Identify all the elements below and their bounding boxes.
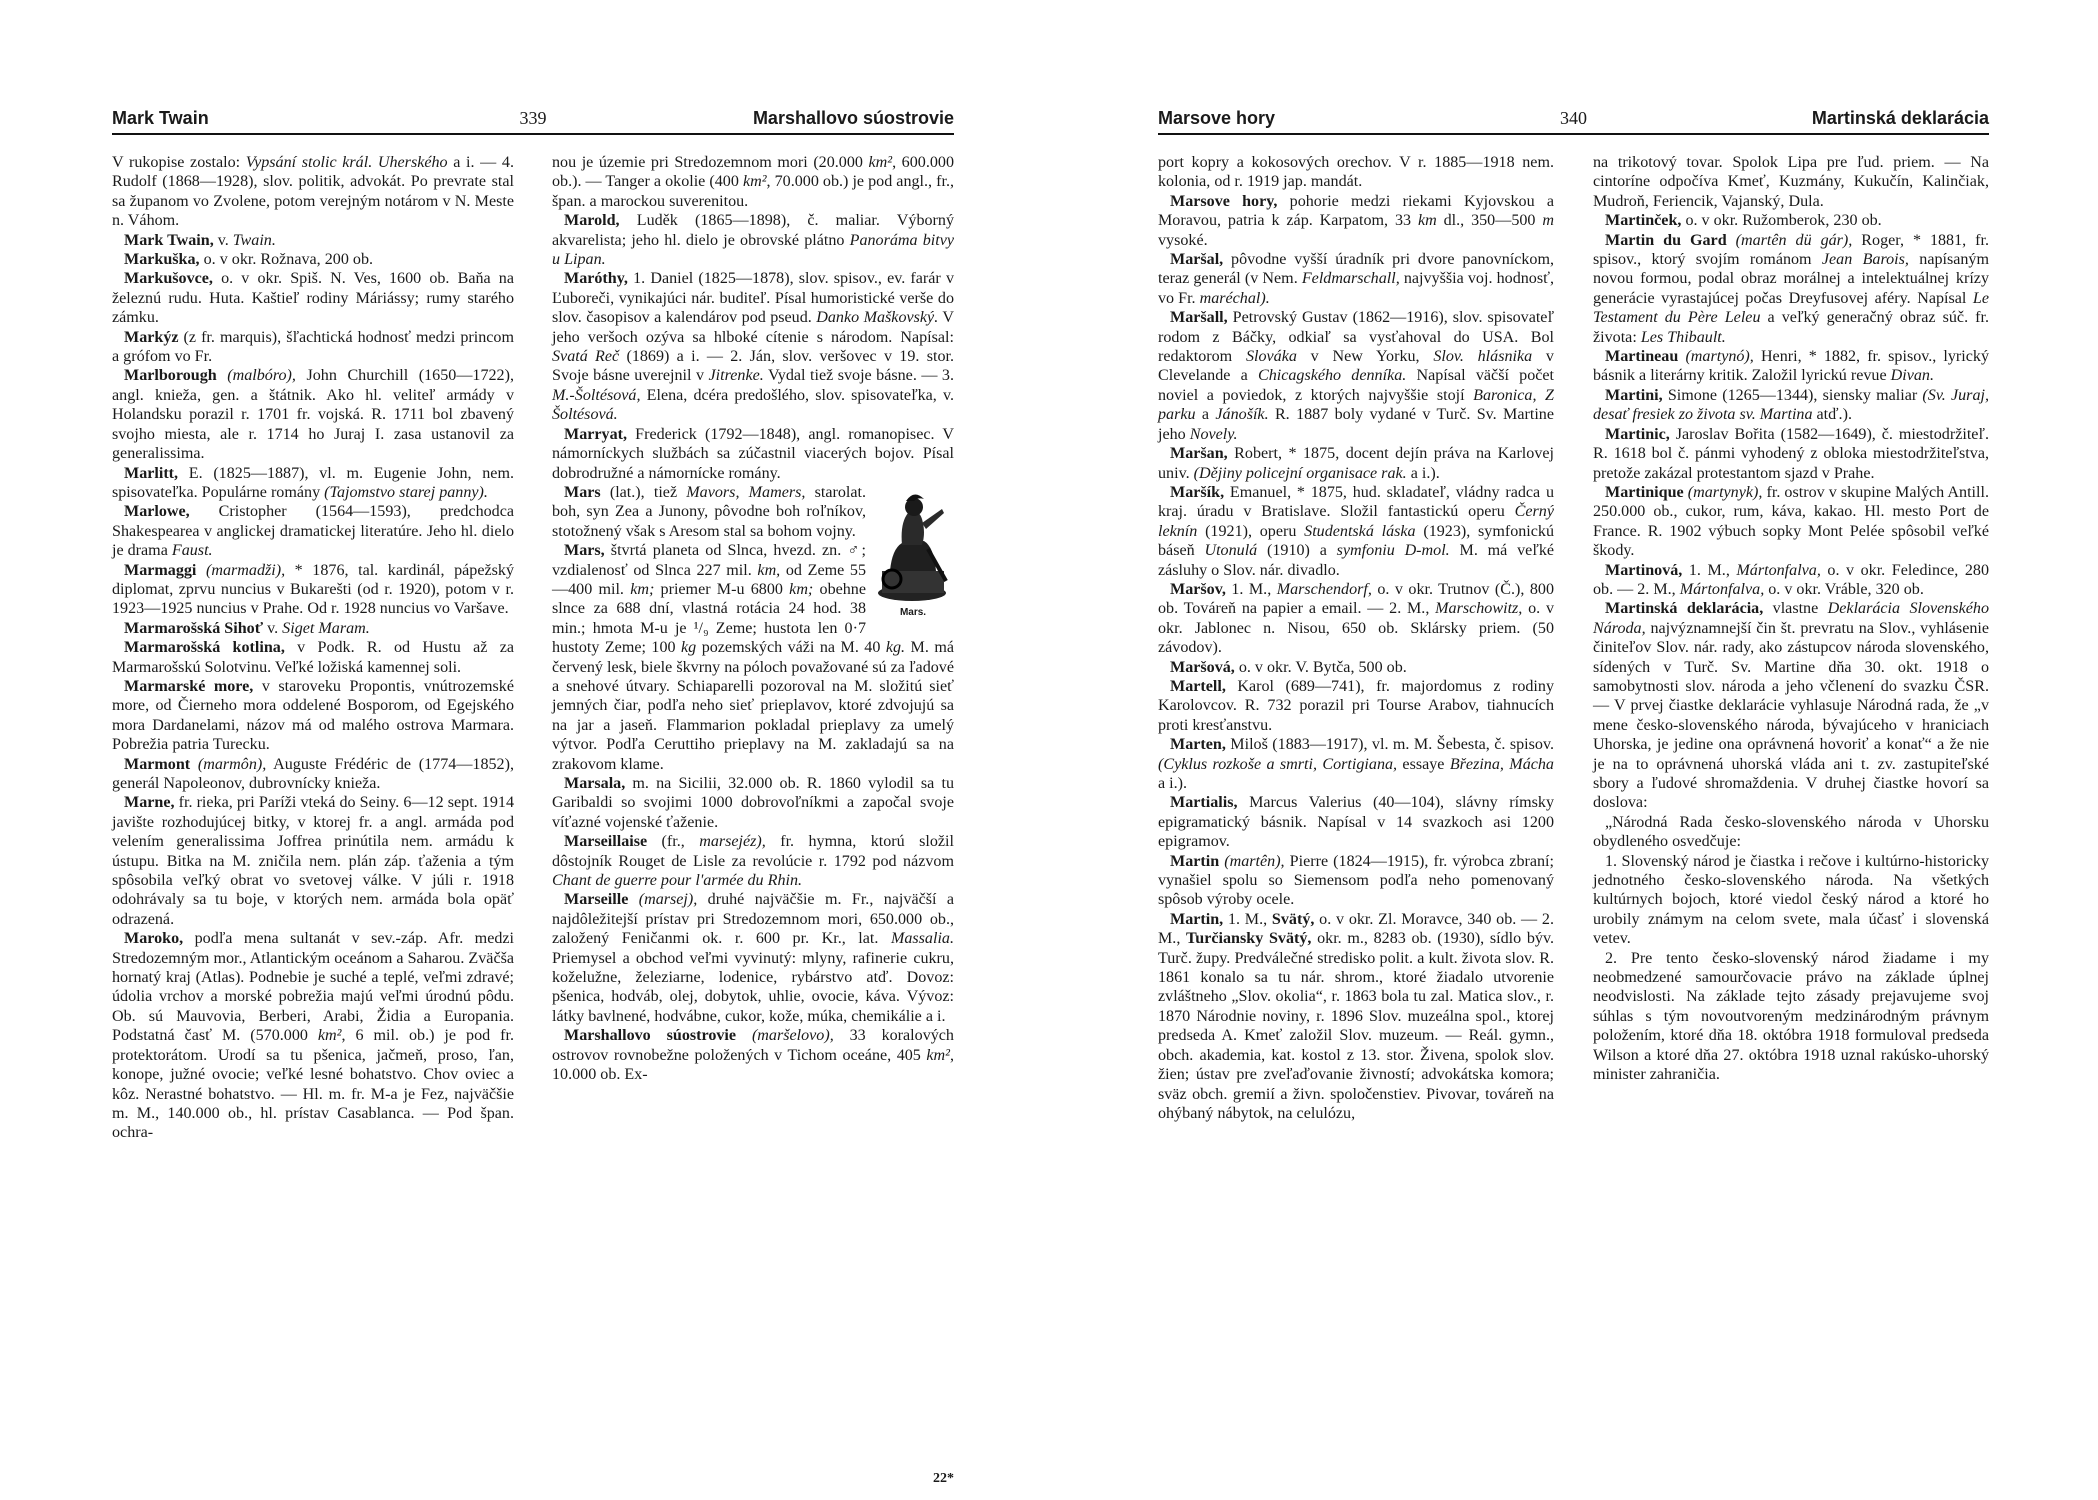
dictionary-entry: Maróthy, 1. Daniel (1825—1878), slov. spisov., ev. farár v Ľuboreči, vynikajúci nár. buditeľ. Písal humoristické verše do slov. časopisov a kalendárov pod pseud. Danko Maškovský. V jeho veršoch ozýva sa hlboké cítenie s národom. Napísal: Svatá Reč (1869) a i. — 2. Ján, slov. veršovec v 19. stor. Svoje básne uverejnil v Jitrenke. Vydal tiež svoje básne. — 3. M.-Šoltésová, Elena, dcéra predošlého, slov. spisovateľka, v. Šoltésová.	[552, 270, 954, 424]
dictionary-entry: Martinská deklarácia, vlastne Deklarácia Slovenského Národa, najvýznamnejší čin št. prevratu na Slov., vyhlásenie činiteľov Slov. nár. rady, ako zástupcov národa slovenského, sídených v Turč. Sv. Martine dňa 30. okt. 1918 o samobytnosti slov. národa a jeho včlenení do svazku ČSR. — V prvej čiastke deklarácie vyhlasuje Národná rada, že „v mene česko-slovenského národa, bývajúceho v hraniciach Uhorska, je jedine ona oprávnená hovoriť a konať“ a že nie je na to oprávnená uhorská vláda ani t. zv. zastupiteľské sbory a ľudové shromaždenia. V druhej čiastke hovorí sa doslova:	[1593, 600, 1989, 812]
right-running-header	[1158, 107, 1989, 135]
dictionary-entry: 1. Slovenský národ je čiastka i rečove i kultúrno-historicky jednotného česko-slovenského národa. Na všetkých kultúrnych bojoch, ktoré viedol český národ a ktoré ho urobily známym na celom svete, mala účasť i slovenská vetev.	[1593, 852, 1989, 948]
dictionary-entry: Marlitt, E. (1825—1887), vl. m. Eugenie John, nem. spisovateľka. Populárne romány (Tajomstvo starej panny).	[112, 464, 514, 501]
dictionary-entry: Marsala, m. na Sicilii, 32.000 ob. R. 1860 vylodil sa tu Garibaldi so svojimi 1000 dobrovoľníkmi a započal svoje víťazné vojenské ťaženie.	[552, 775, 954, 831]
right-page-number: 340	[1560, 108, 1587, 128]
dictionary-entry: Martinček, o. v okr. Ružomberok, 230 ob.	[1605, 212, 1882, 230]
dictionary-entry: Marmarské more, v staroveku Propontis, vnútrozemské more, od Čierneho mora oddelené Bosporom, od Egejského mora Dardanelami, názov má od malého ostrova Marmara. Pobrežia patria Turecku.	[112, 677, 514, 754]
dictionary-entry: Martinique (martynyk), fr. ostrov v skupine Malých Antill. 250.000 ob., cukor, rum, káva, kakao. Hl. mesto Port de France. R. 1902 výbuch sopky Mont Pelée spôsobil veľké škody.	[1593, 483, 1989, 560]
dictionary-entry: „Národná Rada česko-slovenského národa v Uhorsku obydleného osvedčuje:	[1593, 813, 1989, 851]
dictionary-entry: Martin, 1. M., Svätý, o. v okr. Zl. Moravce, 340 ob. — 2. M., Turčiansky Svätý, okr. m., 8283 ob. (1930), sídlo býv. Turč. župy. Predválečné stredisko polit. a kult. života slov. R. 1861 konalo sa tu nár. shrom., ktoré žiadalo utvorenie zvláštneho „Slov. okolia“, r. 1863 bola tu zal. Matica slov., r. 1870 Národnie noviny, r. 1896 Slov. muzeálna spol., ktorej predseda A. Kmeť založil Slov. muzeum. — Reál. gymn., obch. akademia, kat. kostol z 13. stor. Živena, spolok slov. žien; ústav pre zveľaďovanie živností; advokátska komora; sväz obch. gremií a živn. spoločenstiev. Pivovar, továreň na ohýbaný nábytok, na celulózu,	[1158, 910, 1554, 1122]
dictionary-entry: Marsove hory, pohorie medzi riekami Kyjovskou a Moravou, patria k záp. Karpatom, 33 km dl., 350—500 m vysoké.	[1158, 192, 1554, 249]
dictionary-entry: Maršall, Petrovský Gustav (1862—1916), slov. spisovateľ rodom z Báčky, odkiaľ sa vysťahoval do USA. Bol redaktorom Slováka v New Yorku, Slov. hlásnika v Clevelande a Chicagského denníka. Napísal väčší počet noviel a poviedok, z ktorých najvyššie stojí Baronica, Z parku a Jánošík. R. 1887 boly vydané v Turč. Sv. Martine jeho Novely.	[1158, 309, 1554, 443]
left-header-last-entry: Marshallovo súostrovie	[752, 108, 954, 128]
figure-caption: Mars.	[899, 606, 927, 618]
dictionary-entry: Marlowe, Cristopher (1564—1593), predchodca Shakespearea v anglickej dramatickej literatúre. Jeho hl. dielo je drama Faust.	[112, 503, 514, 560]
dictionary-entry: Mark Twain, v. Twain.	[124, 231, 276, 249]
dictionary-entry: Martin du Gard (martên dü gár), Roger, * 1881, fr. spisov., ktorý svojím románom Jean Barois, napísaným novou formou, podal obraz morálnej a intelektuálnej krízy generácie vyrastajúcej počas Dreyfusovej aféry. Napísal Le Testament du Père Leleu a veľký generačný obraz súč. fr. života: Les Thibault.	[1593, 231, 1990, 346]
dictionary-entry: Marshallovo súostrovie (maršelovo), 33 koralových ostrovov rovnobežne položených v Tichom oceáne, 405 km², 10.000 ob. Ex-	[552, 1027, 954, 1084]
right-column-2	[1593, 153, 1989, 1085]
dictionary-entry: Maršík, Emanuel, * 1875, hud. skladateľ, vládny radca u kraj. úradu v Bratislave. Složil fantastickú operu Černý leknín (1921), operu Studentská láska (1923), symfonickú báseň Utonulá (1910) a symfoniu D-mol. M. má veľké zásluhy o Slov. nár. divadlo.	[1158, 483, 1555, 579]
dictionary-entry: Martini, Simone (1265—1344), siensky maliar (Sv. Juraj, desať fresiek zo života sv. Martina atď.).	[1593, 386, 1989, 424]
dictionary-entry: nou je územie pri Stredozemnom mori (20.000 km², 600.000 ob.). — Tanger a okolie (400 km², 70.000 ob.) je pod angl., fr., špan. a marockou suverenitou.	[552, 154, 954, 210]
dictionary-entry: V rukopise zostalo: Vypsání stolic král. Uherského a i. — 4. Rudolf (1868—1928), slov. politik, advokát. Po prevrate stal sa županom vo Zvolene, potom verejným notárom v N. Meste n. Váhom.	[112, 154, 514, 230]
left-page-number: 339	[519, 108, 547, 128]
left-header-first-entry: Mark Twain	[112, 108, 209, 128]
mars-statue-figure	[872, 489, 954, 617]
dictionary-entry: Martinová, 1. M., Mártonfalva, o. v okr. Feledince, 280 ob. — 2. M., Mártonfalva, o. v okr. Vráble, 320 ob.	[1593, 561, 1990, 598]
dictionary-entry: Maršov, 1. M., Marschendorf, o. v okr. Trutnov (Č.), 800 ob. Továreň na papier a email. — 2. M., Marschowitz, o. v okr. Jablonec n. Nisou, 650 ob. Sklársky priem. (50 závodov).	[1158, 580, 1554, 657]
right-column-1	[1158, 153, 1554, 1123]
dictionary-entry: Markýz (z fr. marquis), šľachtická hodnosť medzi princom a grófom vo Fr.	[112, 328, 514, 366]
dictionary-entry: Marmarošská Sihoť v. Siget Maram.	[124, 619, 370, 637]
dictionary-entry: Markušovce, o. v okr. Spiš. N. Ves, 1600 ob. Baňa na železnú rudu. Huta. Kaštieľ rodiny Máriássy; rumy starého zámku.	[112, 270, 514, 327]
dictionary-entry: Marten, Miloš (1883—1917), vl. m. M. Šebesta, č. spisov. (Cyklus rozkoše a smrti, Cortigiana, essaye Březina, Mácha a i.).	[1158, 736, 1554, 792]
dictionary-entry: Maršová, o. v okr. V. Bytča, 500 ob.	[1170, 658, 1407, 676]
dictionary-entry: Marseillaise (fr., marsejéz), fr. hymna, ktorú složil dôstojník Rouget de Lisle za revolúcie r. 1792 pod názvom Chant de guerre pour l'armée du Rhin.	[552, 833, 954, 890]
right-page	[1158, 107, 1989, 1487]
dictionary-entry: Mars, štvrtá planeta od Slnca, hvezd. zn. ♂; vzdialenosť od Slnca 227 mil. km, od Zeme 55—400 mil. km; priemer M-u 6800 km; obehne slnce za 688 dní, vlastná rotácia 24 hod. 38 min.; hmota M-u je ¹/₉ Zeme; hustota len 0·7 hustoty Zeme; 100 kg pozemských váži na M. 40 kg. M. má červený lesk, biele škvrny na póloch považované sú za ľadové a snehové útvary. Schiaparelli pozoroval na M. složitú sieť jemných čiar, podľa neho sieť prieplavov, ktoré zdvojujú sa na jar a jaseň. Flammarion pokladal prieplavy za umelý výtvor. Podľa Ceruttiho prieplavy na M. zakladajú sa na zrakovom klame.	[552, 542, 954, 773]
left-page	[112, 107, 954, 1487]
right-header-first-entry: Marsove hory	[1158, 108, 1276, 128]
dictionary-entry: Martell, Karol (689—741), fr. majordomus z rodiny Karolovcov. R. 732 porazil pri Tourse Arabov, tiahnucích proti kresťanstvu.	[1158, 677, 1554, 734]
dictionary-entry: na trikotový tovar. Spolok Lipa pre ľud. priem. — Na cintoríne odpočíva Kmeť, Kuzmány, Kukučín, Kalinčiak, Mudroň, Feriencik, Vajanský, Dula.	[1593, 154, 1989, 210]
dictionary-entry: Marmont (marmôn), Auguste Frédéric de (1774—1852), generál Napoleonov, dubrovnícky knieža.	[112, 755, 514, 792]
dictionary-entry: Martinic, Jaroslav Bořita (1582—1649), č. miestodržiteľ. R. 1618 bol č. pánmi vyhodený z obloka miestodržiteľstva, pretože zakázal protestantom sjazd v Prahe.	[1593, 425, 1989, 482]
dictionary-entry: Markuška, o. v okr. Rožnava, 200 ob.	[124, 251, 374, 269]
dictionary-entry: Maroko, podľa mena sultanát v sev.-záp. Afr. medzi Stredozemným mor., Atlantickým oceánom a Saharou. Zväčša hornatý kraj (Atlas). Podnebie je suché a teplé, veľmi zdravé; údolia vrchov a morské pobrežia majú veľmi úrodnú pôdu. Ob. sú Mauvovia, Berberi, Arabi, Židia a Europania. Podstatná časť M. (570.000 km², 6 mil. ob.) je pod fr. protektorátom. Urodí sa tu pšenica, jačmeň, proso, ľan, konope, južné ovocie; veľké lesné bohatstvo. Chov oviec a kôz. Nerastné bohatstvo. — Hl. m. fr. M-a je Fez, najväčšie m. M., 140.000 ob., hl. prístav Casablanca. — Pod špan. ochra-	[112, 930, 514, 1142]
dictionary-entry: Mars (lat.), tiež Mavors, Mamers, starolat. boh, syn Zea a Junony, pôvodne boh roľníkov, stotožnený však s Aresom stal sa bohom vojny.	[552, 483, 866, 540]
dictionary-entry: Martin (martên), Pierre (1824—1915), fr. výrobca zbraní; vynašiel spolu so Siemensom podľa neho pomenovaný spôsob výroby ocele.	[1158, 852, 1554, 909]
dictionary-entry: Maršal, pôvodne vyšší úradník pri dvore panovníckom, teraz generál (v Nem. Feldmarschall, najvyššia voj. hodnosť, vo Fr. maréchal).	[1158, 251, 1555, 307]
dictionary-entry: port kopry a kokosových orechov. V r. 1885—1918 nem. kolonia, od r. 1919 jap. mandát.	[1158, 154, 1554, 191]
dictionary-entry: Martialis, Marcus Valerius (40—104), slávny rímsky epigramatický básnik. Napísal v 14 svazkoch asi 1200 epigramov.	[1158, 794, 1554, 851]
left-running-header	[112, 107, 954, 135]
dictionary-entry: Marlborough (malbóro), John Churchill (1650—1722), angl. knieža, gen. a štátnik. Ako hl. veliteľ armády v Holandsku porazil r. 1701 fr. vojská. R. 1711 bol zbavený svojho miesta, ale r. 1714 ho Juraj I. zasa ustanovil za generalissima.	[112, 367, 514, 463]
right-header-last-entry: Martinská deklarácia	[1811, 108, 1989, 128]
left-column-2	[552, 153, 954, 1085]
mars-statue-illustration	[872, 489, 954, 603]
dictionary-entry: Marold, Luděk (1865—1898), č. maliar. Výborný akvarelista; jeho hl. dielo je obrovské plátno Panoráma bitvy u Lipan.	[552, 212, 955, 269]
dictionary-entry: Marmaggi (marmadži), * 1876, tal. kardinál, pápežský diplomat, zprvu nuncius v Bukarešti (od r. 1920), potom v r. 1923—1925 nuncius v Prahe. Od r. 1928 nuncius vo Varšave.	[112, 561, 514, 618]
dictionary-entry: Marseille (marsej), druhé najväčšie m. Fr., najväčší a najdôležitejší prístav pri Stredozemnom mori, 650.000 ob., založený Feničanmi ok. r. 600 pr. Kr., lat. Massalia. Priemysel a obchod veľmi vyvinutý: mlyny, rafinerie cukru, koželužne, železiarne, lodenice, rybárstvo atď. Dovoz: pšenica, hodváb, olej, dobytok, uhlie, ovocie, káva. Vývoz: látky bavlnené, hodvábne, cukor, kože, múka, chemikálie a i.	[552, 891, 954, 1025]
dictionary-entry: Marryat, Frederick (1792—1848), angl. romanopisec. V námorníckych službách sa zúčastnil viacerých bojov. Písal dobrodružné a námornícke romány.	[552, 425, 954, 482]
left-column-2-top	[552, 153, 954, 483]
printer-signature-mark: 22*	[933, 1471, 954, 1486]
dictionary-entry: Martineau (martynó), Henri, * 1882, fr. spisov., lyrický básnik a literárny kritik. Založil lyrickú revue Divan.	[1593, 348, 1989, 385]
dictionary-entry: 2. Pre tento česko-slovenský národ žiadame i my neobmedzené samourčovacie právo na základe úplnej neodvislosti. Na základe tejto zásady prejavujeme svoj súhlas s tým novoutvoreným medzinárodným právnym položením, ktoré dňa 18. októbra 1918 formuloval predseda Wilson a ktoré dňa 27. októbra 1918 uznal rakúsko-uhorský minister zahraničia.	[1593, 949, 1989, 1084]
dictionary-entry: Marmarošská kotlina, v Podk. R. od Hustu až za Marmarošskú Solotvinu. Veľké ložiská kamennej soli.	[112, 639, 514, 676]
dictionary-entry: Marne, fr. rieka, pri Paríži vteká do Seiny. 6—12 sept. 1914 javište rozhodujúcej bitky, v ktorej fr. a angl. armáda pod velením generalissima Joffrea prinútila nem. armádu k ústupu. Bitka na M. zničila nem. plán záp. ťaženia a tým spôsobila veľký obrat vo svetovej válke. V júli r. 1918 odohrávaly sa tu boje, v ktorých nem. armáda bola opäť odrazená.	[112, 794, 514, 928]
left-column-1	[112, 153, 514, 1143]
dictionary-entry: Maršan, Robert, * 1875, docent dejín práva na Karlovej univ. (Dějiny policejní organisace rak. a i.).	[1158, 445, 1554, 482]
